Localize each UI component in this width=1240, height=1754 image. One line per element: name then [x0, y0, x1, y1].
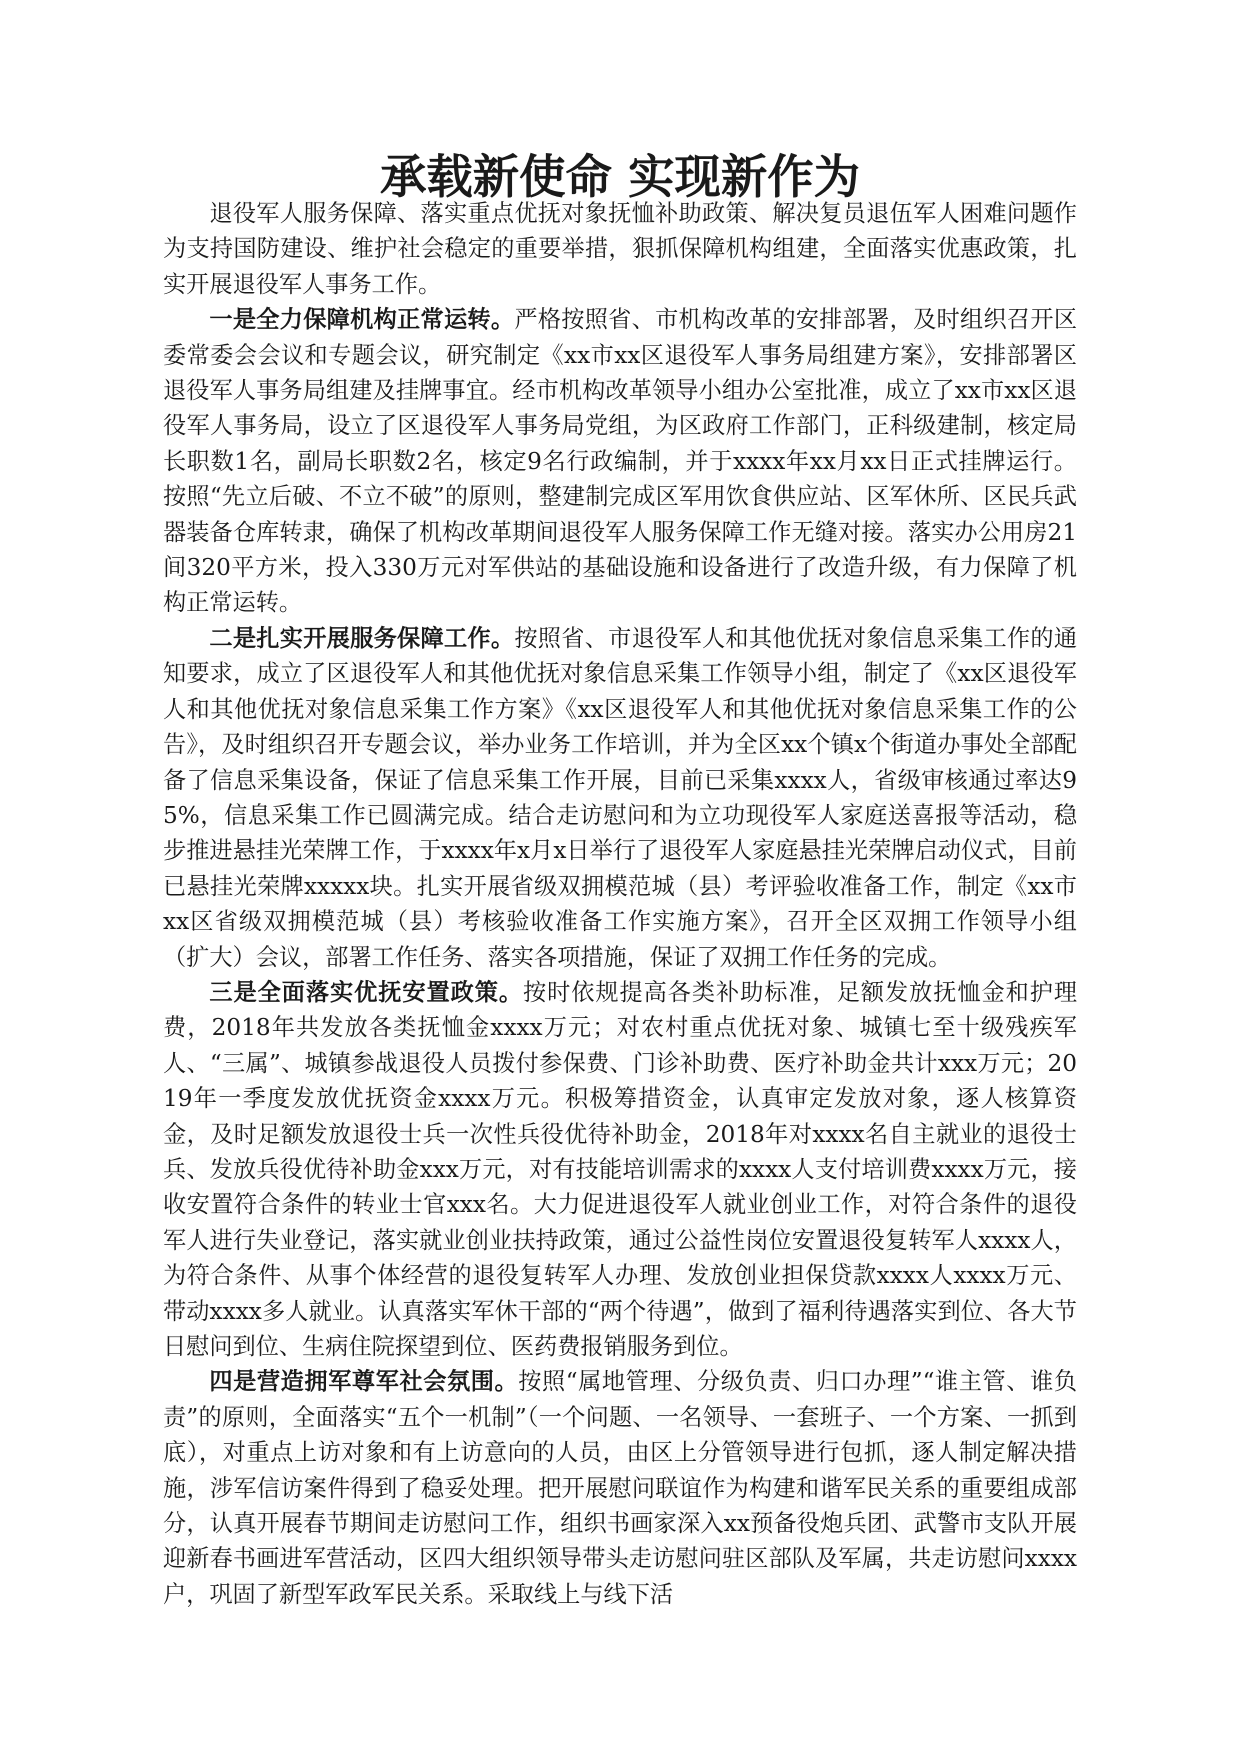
section-paragraph-4 — [163, 1364, 1077, 1612]
paragraph-text: 按时依规提高各类补助标准，足额发放抚恤金和护理费，2018年共发放各类抚恤金xxxx万元；对农村重点优抚对象、城镇七至十级残疾军人、“三属”、城镇参战退役人员拨付参保费、门诊补助费、医疗补助金共计xxx万元；2019年一季度发放优抚资金xxxx万元。积极筹措资金，认真审定发放对象，逐人核算资金，及时足额发放退役士兵一次性兵役优待补助金，2018年对xxxx名自主就业的退役士兵、发放兵役优待补助金xxx万元，对有技能培训需求的xxxx人支付培训费xxxx万元，接收安置符合条件的转业士官xxx名。大力促进退役军人就业创业工作，对符合条件的退役军人进行失业登记，落实就业创业扶持政策，通过公益性岗位安置退役复转军人xxxx人，为符合条件、从事个体经营的退役复转军人办理、发放创业担保贷款xxxx人xxxx万元、带动xxxx多人就业。认真落实军休干部的“两个待遇”，做到了福利待遇落实到位、各大节日慰问到位、生病住院探望到位、医药费报销服务到位。 — [163, 978, 1078, 1360]
document-page — [163, 149, 1078, 1612]
document-title: 承载新使命 实现新作为 — [379, 149, 861, 204]
section-paragraph-3 — [163, 975, 1077, 1364]
paragraph-text: 按照省、市退役军人和其他优抚对象信息采集工作的通知要求，成立了区退役军人和其他优抚对象信息采集工作领导小组，制定了《xx区退役军人和其他优抚对象信息采集工作方案》《xx区退役军人和其他优抚对象信息采集工作的公告》，及时组织召开专题会议，举办业务工作培训，并为全区xx个镇x个街道办事处全部配备了信息采集设备，保证了信息采集工作开展，目前已采集xxxx人，省级审核通过率达95%，信息采集工作已圆满完成。结合走访慰问和为立功现役军人家庭送喜报等活动，稳步推进悬挂光荣牌工作，于xxxx年x月x日举行了退役军人家庭悬挂光荣牌启动仪式，目前已悬挂光荣牌xxxxx块。扎实开展省级双拥模范城（县）考评验收准备工作，制定《xx市xx区省级双拥模范城（县）考核验收准备工作实施方案》，召开全区双拥工作领导小组（扩大）会议，部署工作任务、落实各项措施，保证了双拥工作任务的完成。 — [163, 624, 1078, 971]
paragraph-text: 按照“属地管理、分级负责、归口办理”“谁主管、谁负责”的原则，全面落实“五个一机制”（一个问题、一名领导、一套班子、一个方案、一抓到底），对重点上访对象和有上访意向的人员，由区上分管领导进行包抓，逐人制定解决措施，涉军信访案件得到了稳妥处理。把开展慰问联谊作为构建和谐军民关系的重要组成部分，认真开展春节期间走访慰问工作，组织书画家深入xx预备役炮兵团、武警市支队开展迎新春书画进军营活动，区四大组织领导带头走访慰问驻区部队及军属，共走访慰问xxxx户，巩固了新型军政军民关系。采取线上与线下活 — [163, 1368, 1078, 1608]
paragraph-text: 退役军人服务保障、落实重点优抚对象抚恤补助政策、解决复员退伍军人困难问题作为支持国防建设、维护社会稳定的重要举措，狠抓保障机构组建，全面落实优惠政策，扎实开展退役军人事务工作。 — [163, 200, 1077, 298]
paragraph-text: 严格按照省、市机构改革的安排部署，及时组织召开区委常委会会议和专题会议，研究制定《xx市xx区退役军人事务局组建方案》，安排部署区退役军人事务局组建及挂牌事宜。经市机构改革领导小组办公室批准，成立了xx市xx区退役军人事务局，设立了区退役军人事务局党组，为区政府工作部门，正科级建制，核定局长职数1名，副局长职数2名，核定9名行政编制，并于xxxx年xx月xx日正式挂牌运行。按照“先立后破、不立不破”的原则，整建制完成区军用饮食供应站、区军休所、区民兵武器装备仓库转隶，确保了机构改革期间退役军人服务保障工作无缝对接。落实办公用房21间320平方米，投入330万元对军供站的基础设施和设备进行了改造升级，有力保障了机构正常运转。 — [163, 306, 1078, 617]
section-paragraph-1 — [163, 302, 1077, 621]
intro-paragraph — [163, 196, 1077, 302]
section-paragraph-2 — [163, 621, 1077, 975]
paragraph-lead: 四是营造拥军尊军社会氛围。 — [209, 1368, 519, 1396]
paragraph-lead: 二是扎实开展服务保障工作。 — [209, 624, 515, 652]
paragraph-lead: 一是全力保障机构正常运转。 — [209, 306, 515, 334]
paragraph-lead: 三是全面落实优抚安置政策。 — [209, 978, 524, 1006]
